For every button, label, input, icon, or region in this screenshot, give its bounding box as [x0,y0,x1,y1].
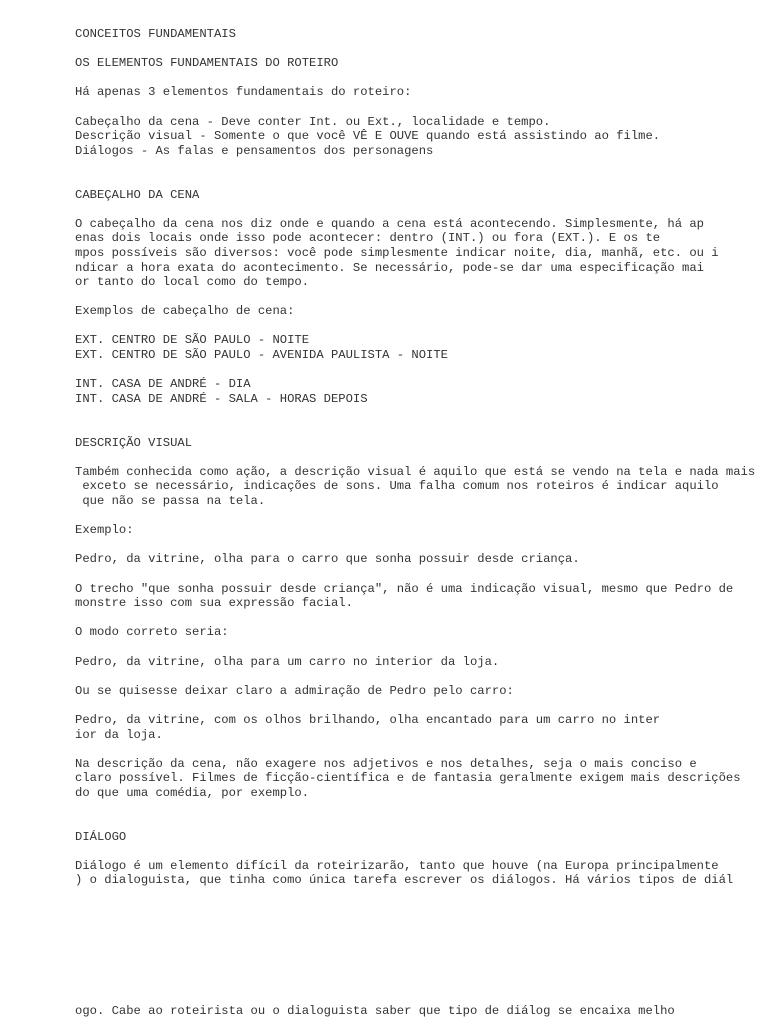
document-page [75,27,765,903]
elements-list: Cabeçalho da cena - Deve conter Int. ou Ext., localidade e tempo. Descrição visual - Somente o que você VÊ E OUVE quando está assistindo ao filme. Diálogos - As falas e pensamentos dos personagens [75,114,661,158]
visual-correct-example: Pedro, da vitrine, olha para um carro no interior da loja. [75,654,500,669]
scene-header-examples-int: INT. CASA DE ANDRÉ - DIA INT. CASA DE ANDRÉ - SALA - HORAS DEPOIS [75,377,368,406]
scene-header-paragraph: O cabeçalho da cena nos diz onde e quando a cena está acontecendo. Simplesmente, há ap enas dois locais onde isso pode acontecer: dentro (INT.) ou fora (EXT.). E os te mpos possíveis são diversos: você pode simplesmente indicar noite, dia, manhã, etc. ou i ndicar a hora exata do acontecimento. Se necessário, pode-se dar uma especificação mai or tanto do local como do tempo. [75,216,719,290]
document-title: CONCEITOS FUNDAMENTAIS [75,27,236,41]
visual-alt-label: Ou se quisesse deixar claro a admiração de Pedro pelo carro: [75,683,514,698]
section-heading-scene-header: CABEÇALHO DA CENA [75,187,200,202]
visual-advice: Na descrição da cena, não exagere nos adjetivos e nos detalhes, seja o mais conciso e claro possível. Filmes de ficção-científica e de fantasia geralmente exigem mais descrições do que uma comédia, por exemplo. [75,756,741,800]
page-continuation-text: ogo. Cabe ao roteirista ou o dialoguista saber que tipo de diálog se encaixa melho [75,1004,675,1018]
visual-paragraph: Também conhecida como ação, a descrição visual é aquilo que está se vendo na tela e nada mais exceto se necessário, indicações de sons. Uma falha comum nos roteiros é indicar aquilo que não se passa na tela. [75,464,756,508]
visual-example-label: Exemplo: [75,523,134,538]
elements-intro: Há apenas 3 elementos fundamentais do roteiro: [75,85,412,100]
section-heading-dialogue: DIÁLOGO [75,829,127,844]
visual-example: Pedro, da vitrine, olha para o carro que sonha possuir desde criança. [75,552,580,567]
visual-correct-label: O modo correto seria: [75,625,229,640]
dialogue-paragraph: Diálogo é um elemento difícil da roteirizarão, tanto que houve (na Europa principalmente ) o dialoguista, que tinha como única tarefa escrever os diálogos. Há vários tipos de diál [75,858,734,888]
visual-comment: O trecho "que sonha possuir desde criança", não é uma indicação visual, mesmo que Pedro de monstre isso com sua expressão facial. [75,581,734,611]
scene-header-examples-ext: EXT. CENTRO DE SÃO PAULO - NOITE EXT. CENTRO DE SÃO PAULO - AVENIDA PAULISTA - NOITE [75,333,448,363]
visual-alt-example: Pedro, da vitrine, com os olhos brilhando, olha encantado para um carro no inter ior da loja. [75,712,661,742]
section-heading-elements: OS ELEMENTOS FUNDAMENTAIS DO ROTEIRO [75,56,339,71]
section-heading-visual: DESCRIÇÃO VISUAL [75,435,193,450]
scene-header-examples-label: Exemplos de cabeçalho de cena: [75,304,295,319]
